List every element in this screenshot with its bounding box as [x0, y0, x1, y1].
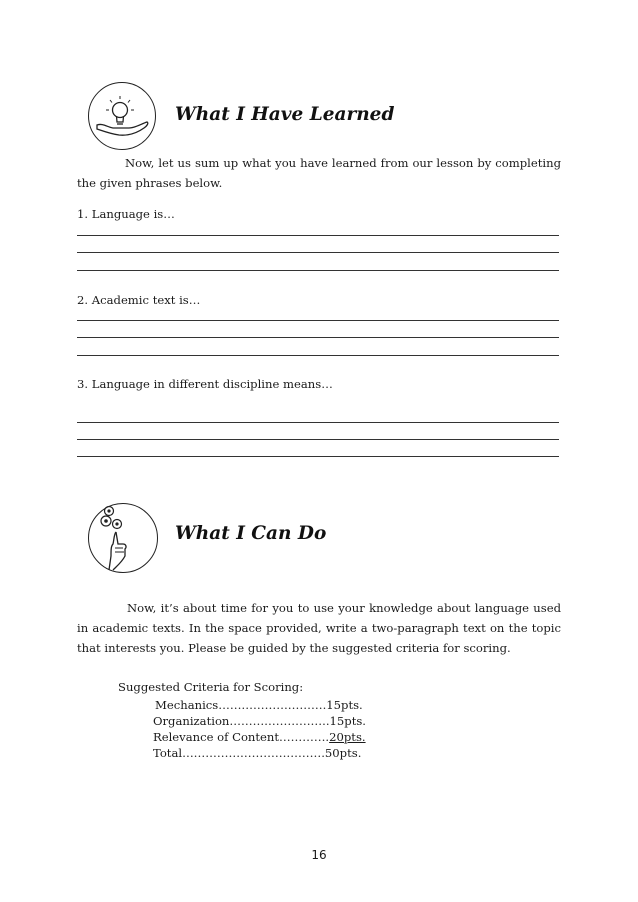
criteria-row — [155, 697, 363, 713]
answer-line[interactable] — [77, 235, 559, 236]
answer-line[interactable] — [77, 355, 559, 356]
lightbulb-hand-icon — [88, 82, 156, 150]
prompt-item: 3. Language in different discipline means… — [77, 377, 333, 391]
answer-line[interactable] — [77, 422, 559, 423]
criteria-title: Suggested Criteria for Scoring: — [118, 680, 304, 694]
answer-line[interactable] — [77, 252, 559, 253]
section-title: What I Have Learned — [175, 104, 395, 125]
hand-gears-icon — [88, 503, 158, 573]
criteria-row — [153, 729, 366, 745]
answer-line[interactable] — [77, 456, 559, 457]
section-intro — [77, 598, 561, 658]
criteria-points: 15pts. — [329, 714, 366, 728]
criteria-points: 15pts. — [326, 698, 363, 712]
answer-line[interactable] — [77, 439, 559, 440]
criteria-points: 50pts. — [324, 746, 362, 760]
intro-text: Now, it’s about time for you to use your knowledge about language used in academic texts. In the space provided, write a two-paragraph text on the topic that interests you. Please be guided by the suggested criteria for scoring. — [77, 601, 561, 655]
answer-line[interactable] — [77, 320, 559, 321]
answer-line[interactable] — [77, 270, 559, 271]
criteria-label: Relevance of Content…………. — [153, 730, 330, 744]
criteria-row — [153, 745, 361, 761]
criteria-row — [153, 713, 366, 729]
criteria-label: Organization…………………….. — [153, 714, 330, 728]
answer-line[interactable] — [77, 337, 559, 338]
criteria-label: Mechanics………………………. — [155, 698, 327, 712]
intro-text: Now, let us sum up what you have learned from our lesson by completing the given phrases below. — [77, 156, 561, 190]
prompt-item: 2. Academic text is… — [77, 293, 201, 307]
criteria-points: 20pts. — [329, 730, 366, 744]
section-intro — [77, 153, 561, 193]
prompt-item: 1. Language is… — [77, 207, 175, 221]
page-number: 16 — [311, 848, 327, 862]
criteria-label: Total………………………………. — [153, 746, 325, 760]
section-title: What I Can Do — [175, 523, 327, 544]
